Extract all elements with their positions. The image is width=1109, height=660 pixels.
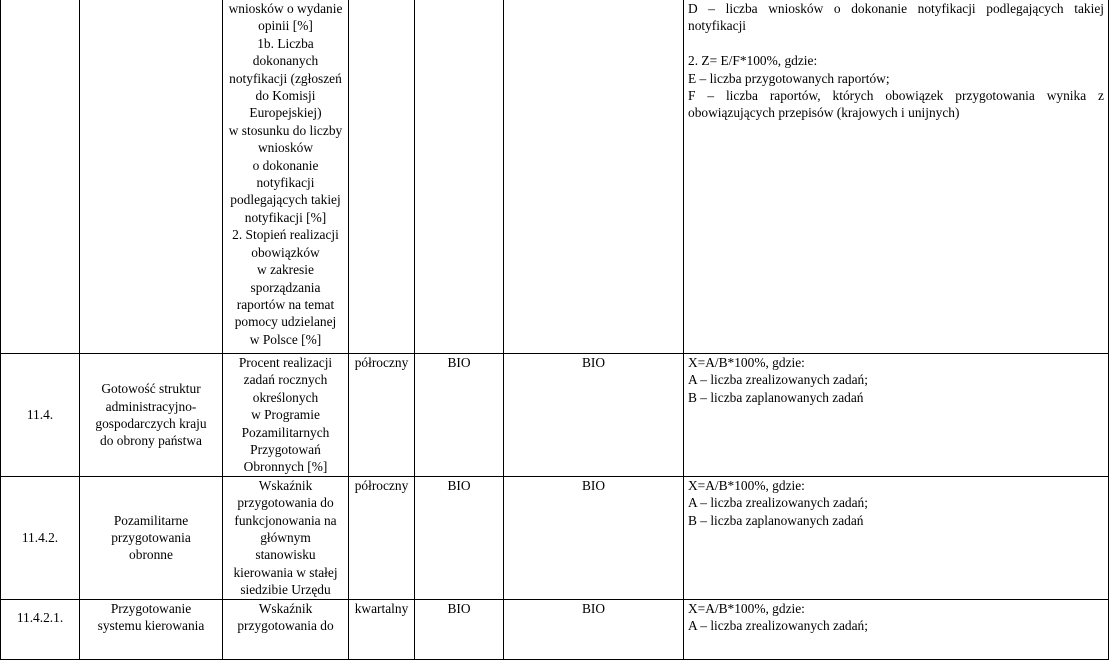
method-line: A – liczba zrealizowanych zadań; — [688, 618, 868, 634]
source-a-cell: BIO — [415, 476, 504, 599]
cell-line: Wskaźnik — [258, 600, 313, 616]
cell-line: sporządzania — [250, 279, 321, 295]
method-line: A – liczba zrealizowanych zadań; — [688, 495, 868, 511]
cell-line: przygotowania do — [237, 495, 334, 511]
table-row — [1, 354, 1109, 477]
cell-line: administracyjno- — [105, 398, 197, 414]
cell-line: przygotowania do — [237, 618, 334, 634]
cell-line: Pozamilitarnych — [241, 424, 330, 440]
method-line: X=A/B*100%, gdzie: — [688, 477, 805, 493]
source-b-cell: BIO — [504, 476, 684, 599]
frequency-cell: kwartalny — [349, 599, 415, 659]
cell-line: Pozamilitarne — [113, 512, 189, 528]
cell-line: dokonanych — [252, 53, 319, 69]
cell-line: notyfikacji — [256, 175, 315, 191]
cell-line: gospodarczych kraju — [95, 415, 207, 431]
frequency-cell: półroczny — [349, 354, 415, 477]
cell-line: raportów na temat — [236, 296, 335, 312]
cell-line: zadań rocznych — [243, 372, 328, 388]
cell-line: Wskaźnik — [258, 477, 313, 493]
cell-line: opinii [%] — [258, 18, 313, 34]
cell-line: obowiązków — [251, 244, 320, 260]
indicator-cell — [223, 599, 349, 659]
cell-line: systemu kierowania — [97, 618, 205, 634]
cell-line: Procent realizacji — [238, 355, 333, 370]
cell-line: w Programie — [251, 407, 320, 423]
source-a-cell: BIO — [415, 599, 504, 659]
method-line: B – liczba zaplanowanych zadań — [688, 389, 864, 405]
method-line: 2. Z= E/F*100%, gdzie: — [688, 53, 818, 69]
cell-line: Przygotowań — [250, 442, 321, 458]
cell-line: stanowisku — [255, 547, 316, 563]
indicator-cell — [223, 476, 349, 599]
cell-line: określonych — [252, 389, 319, 405]
area-cell — [80, 476, 223, 599]
area-cell — [80, 0, 223, 354]
cell-line: o dokonanie — [252, 157, 319, 173]
indicator-cell — [223, 0, 349, 354]
row-number-cell: 11.4.2. — [1, 476, 80, 599]
cell-line: w zakresie — [257, 262, 314, 278]
method-line: X=A/B*100%, gdzie: — [688, 600, 805, 616]
row-number-cell: 11.4. — [1, 354, 80, 477]
table-row — [1, 0, 1109, 354]
area-cell — [80, 599, 223, 659]
method-line: D – liczba wniosków o dokonanie notyfikacji podlegających takiej notyfikacji — [688, 1, 1104, 34]
source-b-cell: BIO — [504, 354, 684, 477]
row-number-cell — [1, 0, 80, 354]
cell-line: notyfikacji (zgłoszeń — [229, 70, 342, 86]
source-a-cell — [415, 0, 504, 354]
frequency-cell — [349, 0, 415, 354]
frequency-cell: półroczny — [349, 476, 415, 599]
cell-line: Gotowość struktur — [101, 381, 201, 397]
method-line: F – liczba raportów, których obowiązek przygotowania wynika z obowiązujących przepisów (krajowych i unijnych) — [688, 88, 1104, 121]
indicator-cell — [223, 354, 349, 477]
cell-line: w Polsce [%] — [249, 331, 322, 347]
cell-line: wniosków — [257, 140, 314, 156]
cell-line: w stosunku do liczby — [228, 122, 343, 138]
method-line: E – liczba przygotowanych raportów; — [688, 70, 890, 86]
method-cell — [684, 0, 1109, 354]
table-row — [1, 599, 1109, 659]
cell-line: kierowania w stałej — [233, 564, 338, 580]
cell-line: wniosków o wydanie — [228, 1, 343, 16]
cell-line: 2. Stopień realizacji — [232, 227, 339, 243]
cell-line: Przygotowanie — [110, 600, 192, 616]
cell-line: notyfikacji [%] — [244, 209, 327, 225]
table-row — [1, 476, 1109, 599]
cell-line: podlegających takiej — [230, 192, 341, 208]
method-cell — [684, 476, 1109, 599]
area-cell — [80, 354, 223, 477]
cell-line: pomocy udzielanej — [234, 314, 337, 330]
source-a-cell: BIO — [415, 354, 504, 477]
cell-line: obronne — [129, 547, 173, 563]
cell-line: głównym — [260, 530, 311, 546]
method-line: X=A/B*100%, gdzie: — [688, 355, 805, 370]
cell-line: 1b. Liczba — [257, 35, 314, 51]
method-line: B – liczba zaplanowanych zadań — [688, 512, 864, 528]
cell-line: Europejskiej) — [249, 105, 322, 121]
method-line: A – liczba zrealizowanych zadań; — [688, 372, 868, 388]
source-b-cell — [504, 0, 684, 354]
cell-line: funkcjonowania na — [234, 512, 337, 528]
cell-line: do obrony państwa — [100, 433, 202, 449]
cell-line: do Komisji — [255, 88, 316, 104]
source-b-cell: BIO — [504, 599, 684, 659]
row-number-cell: 11.4.2.1. — [1, 599, 80, 659]
method-cell — [684, 354, 1109, 477]
cell-line: przygotowania — [111, 530, 191, 546]
method-cell — [684, 599, 1109, 659]
cell-line: Obronnych [%] — [243, 459, 328, 475]
cell-line: siedzibie Urzędu — [240, 582, 331, 598]
